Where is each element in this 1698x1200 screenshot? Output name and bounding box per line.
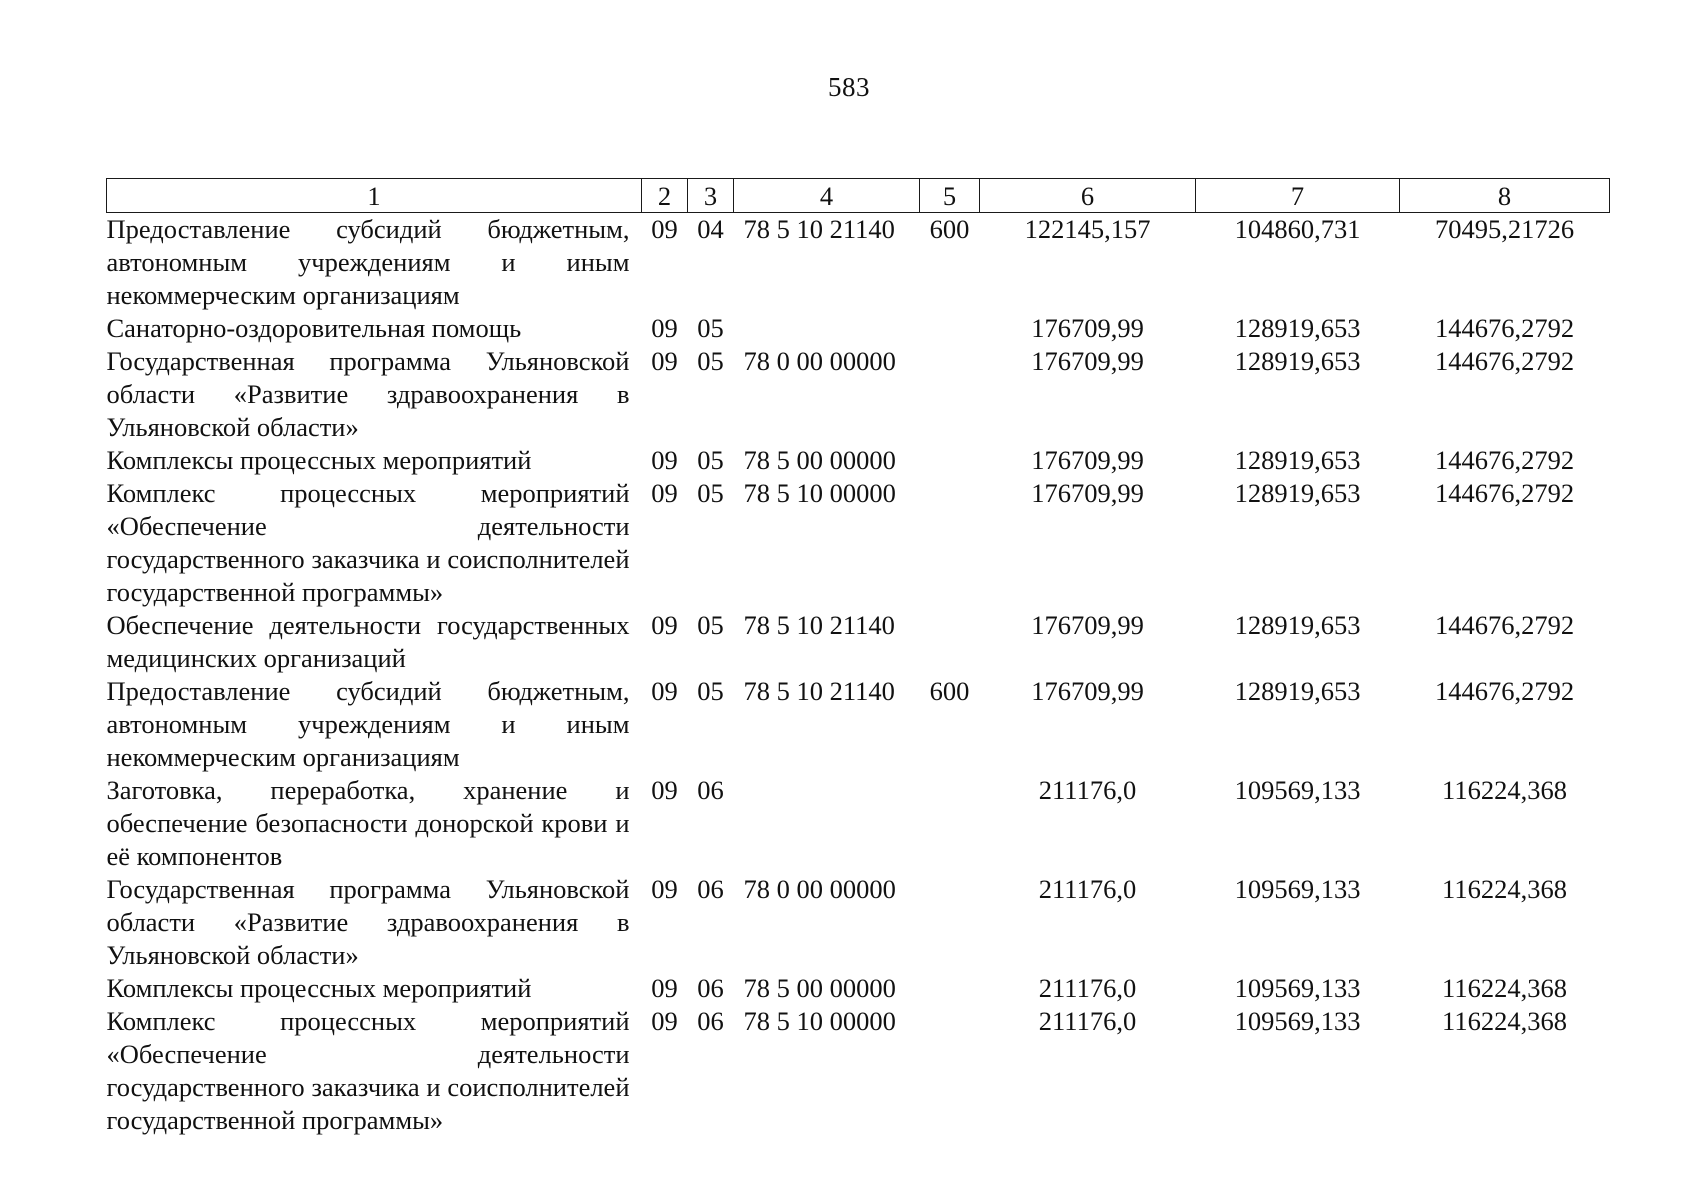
target-article-cell: [734, 312, 920, 345]
subsection-code-cell: 06: [697, 874, 724, 904]
table-row: [107, 444, 1610, 477]
subsection-code-cell: 05: [697, 478, 724, 508]
row-name-cell: Комплекс процессных мероприятий «Обеспечение деятельности государственного заказчика и соисполнителей государственной программы»: [106, 478, 630, 607]
column-header: 7: [1196, 179, 1400, 213]
subsection-code-cell: 04: [697, 214, 724, 244]
row-name-cell: Предоставление субсидий бюджетным, автономным учреждениям и иным некоммерческим организациям: [106, 214, 630, 310]
table-body: [107, 213, 1610, 1138]
amount-col8-cell: 70495,21726: [1434, 214, 1575, 244]
table-header-row: [107, 179, 1610, 213]
table-row: [107, 312, 1610, 345]
amount-col8-cell: 144676,2792: [1434, 610, 1575, 640]
amount-col6-cell: 211176,0: [1038, 1006, 1137, 1036]
section-code-cell: 09: [651, 313, 678, 343]
amount-col7-cell: 128919,653: [1234, 445, 1361, 475]
amount-col7-cell: 109569,133: [1234, 973, 1361, 1003]
amount-col6-cell: 211176,0: [1038, 775, 1137, 805]
row-name-cell: Предоставление субсидий бюджетным, автономным учреждениям и иным некоммерческим организациям: [106, 676, 630, 772]
section-code-cell: 09: [651, 1006, 678, 1036]
amount-col6-cell: 211176,0: [1038, 874, 1137, 904]
row-name-cell: Обеспечение деятельности государственных медицинских организаций: [106, 610, 630, 673]
section-code-cell: 09: [651, 478, 678, 508]
column-header: 1: [107, 179, 642, 213]
column-header: 3: [688, 179, 734, 213]
amount-col7-cell: 128919,653: [1234, 676, 1361, 706]
budget-table: [106, 178, 1610, 1137]
amount-col7-cell: 128919,653: [1234, 346, 1361, 376]
row-name-cell: Комплексы процессных мероприятий: [106, 973, 532, 1003]
column-header: 6: [980, 179, 1196, 213]
row-name-cell: Комплексы процессных мероприятий: [106, 445, 532, 475]
amount-col7-cell: 109569,133: [1234, 1006, 1361, 1036]
row-name-cell: Государственная программа Ульяновской области «Развитие здравоохранения в Ульяновской области»: [106, 874, 630, 970]
target-article-cell: 78 5 10 21140: [743, 214, 895, 244]
amount-col7-cell: 128919,653: [1234, 610, 1361, 640]
amount-col7-cell: 128919,653: [1234, 478, 1361, 508]
amount-col8-cell: 144676,2792: [1434, 346, 1575, 376]
subsection-code-cell: 05: [697, 676, 724, 706]
amount-col6-cell: 176709,99: [1031, 676, 1144, 706]
subsection-code-cell: 06: [697, 1006, 724, 1036]
section-code-cell: 09: [651, 973, 678, 1003]
table-row: [107, 477, 1610, 609]
section-code-cell: 09: [651, 610, 678, 640]
target-article-cell: 78 0 00 00000: [743, 874, 896, 904]
table-row: [107, 774, 1610, 873]
amount-col7-cell: 109569,133: [1234, 874, 1361, 904]
row-name-cell: Санаторно-оздоровительная помощь: [106, 313, 522, 343]
amount-col7-cell: 104860,731: [1234, 214, 1361, 244]
expense-type-cell: [920, 972, 980, 1005]
subsection-code-cell: 06: [697, 775, 724, 805]
amount-col8-cell: 144676,2792: [1434, 445, 1575, 475]
table-row: [107, 609, 1610, 675]
table-row: [107, 345, 1610, 444]
expense-type-cell: 600: [929, 676, 970, 706]
row-name-cell: Государственная программа Ульяновской области «Развитие здравоохранения в Ульяновской области»: [106, 346, 630, 442]
amount-col7-cell: 128919,653: [1234, 313, 1361, 343]
table-row: [107, 873, 1610, 972]
amount-col7-cell: 109569,133: [1234, 775, 1361, 805]
amount-col6-cell: 176709,99: [1031, 610, 1144, 640]
column-header: 4: [734, 179, 920, 213]
amount-col6-cell: 176709,99: [1031, 313, 1144, 343]
amount-col6-cell: 211176,0: [1038, 973, 1137, 1003]
amount-col6-cell: 176709,99: [1031, 445, 1144, 475]
section-code-cell: 09: [651, 775, 678, 805]
section-code-cell: 09: [651, 676, 678, 706]
row-name-cell: Заготовка, переработка, хранение и обеспечение безопасности донорской крови и её компонентов: [106, 775, 630, 871]
subsection-code-cell: 05: [697, 313, 724, 343]
table-row: [107, 972, 1610, 1005]
target-article-cell: [734, 774, 920, 873]
expense-type-cell: [920, 477, 980, 609]
target-article-cell: 78 5 10 00000: [743, 478, 896, 508]
column-header: 8: [1400, 179, 1610, 213]
section-code-cell: 09: [651, 346, 678, 376]
expense-type-cell: [920, 312, 980, 345]
expense-type-cell: 600: [929, 214, 970, 244]
expense-type-cell: [920, 609, 980, 675]
amount-col8-cell: 116224,368: [1442, 874, 1567, 904]
target-article-cell: 78 5 00 00000: [743, 445, 896, 475]
section-code-cell: 09: [651, 214, 678, 244]
expense-type-cell: [920, 1005, 980, 1137]
target-article-cell: 78 5 10 21140: [743, 610, 895, 640]
amount-col6-cell: 176709,99: [1031, 478, 1144, 508]
amount-col6-cell: 122145,157: [1024, 214, 1151, 244]
column-header: 2: [642, 179, 688, 213]
subsection-code-cell: 06: [697, 973, 724, 1003]
expense-type-cell: [920, 774, 980, 873]
amount-col8-cell: 144676,2792: [1434, 313, 1575, 343]
table-row: [107, 675, 1610, 774]
expense-type-cell: [920, 345, 980, 444]
table-row: [107, 213, 1610, 313]
section-code-cell: 09: [651, 874, 678, 904]
subsection-code-cell: 05: [697, 346, 724, 376]
subsection-code-cell: 05: [697, 610, 724, 640]
subsection-code-cell: 05: [697, 445, 724, 475]
amount-col8-cell: 116224,368: [1442, 1006, 1567, 1036]
target-article-cell: 78 0 00 00000: [743, 346, 896, 376]
page-number: 583: [828, 72, 870, 102]
row-name-cell: Комплекс процессных мероприятий «Обеспечение деятельности государственного заказчика и соисполнителей государственной программы»: [106, 1006, 630, 1135]
expense-type-cell: [920, 873, 980, 972]
target-article-cell: 78 5 00 00000: [743, 973, 896, 1003]
amount-col8-cell: 116224,368: [1442, 775, 1567, 805]
column-header: 5: [920, 179, 980, 213]
table-row: [107, 1005, 1610, 1137]
amount-col6-cell: 176709,99: [1031, 346, 1144, 376]
amount-col8-cell: 116224,368: [1442, 973, 1567, 1003]
target-article-cell: 78 5 10 21140: [743, 676, 895, 706]
expense-type-cell: [920, 444, 980, 477]
amount-col8-cell: 144676,2792: [1434, 676, 1575, 706]
amount-col8-cell: 144676,2792: [1434, 478, 1575, 508]
section-code-cell: 09: [651, 445, 678, 475]
target-article-cell: 78 5 10 00000: [743, 1006, 896, 1036]
